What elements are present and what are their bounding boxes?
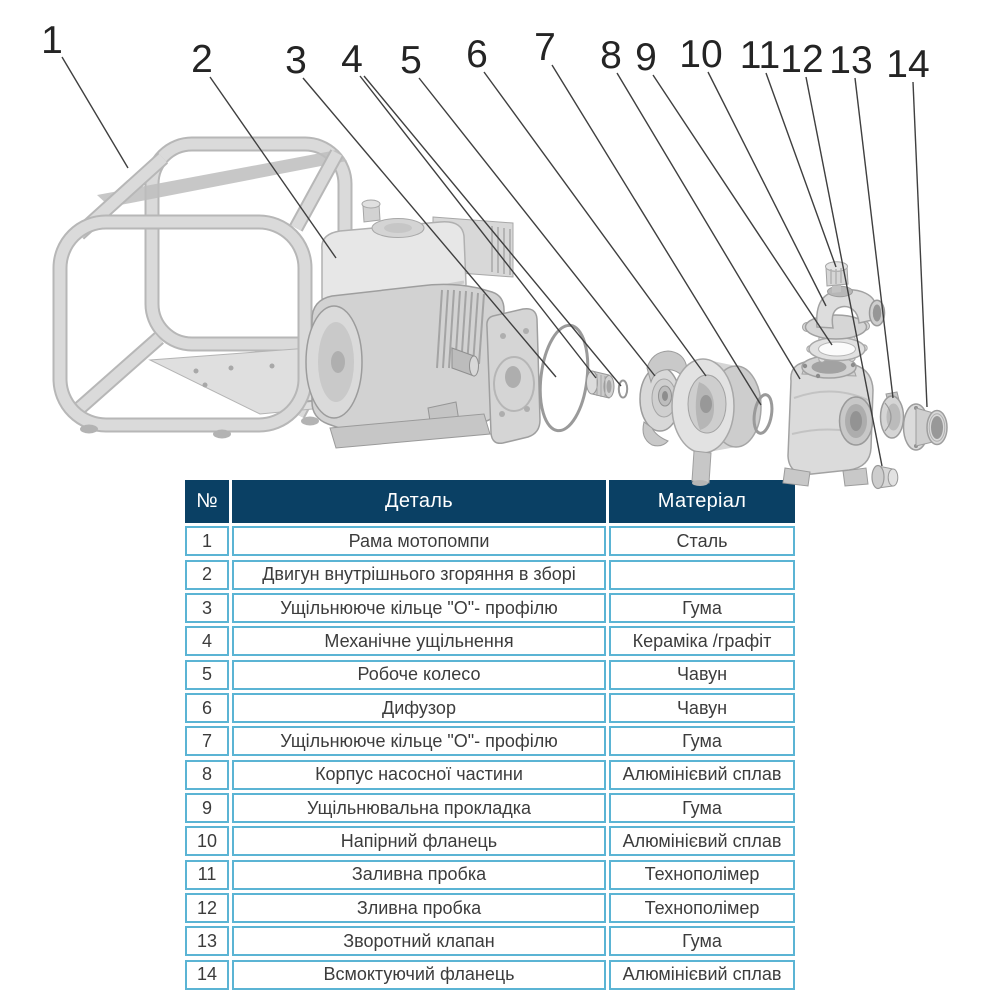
leader-line-7 (552, 65, 761, 405)
table-row (185, 893, 795, 923)
leader-line-2 (210, 77, 336, 258)
callout-labels (41, 19, 930, 466)
part-name: Дифузор (232, 693, 606, 723)
suction-flange-part (904, 404, 948, 450)
material-name: Сталь (609, 526, 795, 556)
col-header-material: Матеріал (609, 480, 795, 523)
callout-number-3: 3 (285, 39, 307, 82)
callout-number-8: 8 (600, 34, 622, 77)
engine-part (306, 200, 513, 448)
impeller-part (640, 351, 687, 446)
table-row (185, 526, 795, 556)
table-row (185, 926, 795, 956)
table-row (185, 693, 795, 723)
callout-number-10: 10 (679, 33, 723, 76)
material-name: Гума (609, 726, 795, 756)
mechanical-seal-part (587, 371, 628, 398)
row-number: 7 (185, 726, 229, 756)
leader-line-4 (360, 76, 596, 378)
part-name: Заливна пробка (232, 860, 606, 890)
table-row (185, 560, 795, 590)
frame-part (60, 144, 449, 439)
callout-number-7: 7 (534, 26, 556, 69)
material-name: Гума (609, 593, 795, 623)
leader-line-13 (855, 78, 893, 398)
part-name: Рама мотопомпи (232, 526, 606, 556)
leader-line-9 (653, 75, 832, 345)
part-name: Ущільнювальна прокладка (232, 793, 606, 823)
part-name: Зворотний клапан (232, 926, 606, 956)
callout-number-4: 4 (341, 38, 363, 81)
o-ring-3-part (535, 323, 594, 434)
row-number: 6 (185, 693, 229, 723)
table-row (185, 760, 795, 790)
part-name: Всмоктуючий фланець (232, 960, 606, 990)
part-name: Напірний фланець (232, 826, 606, 856)
callout-number-14: 14 (886, 43, 930, 86)
leader-line-8 (617, 73, 800, 379)
col-header-number: № (185, 480, 229, 523)
gasket-part (807, 336, 867, 362)
leader-line-12 (806, 77, 882, 466)
row-number: 8 (185, 760, 229, 790)
check-valve-part (881, 392, 904, 438)
table-row (185, 960, 795, 990)
parts-table (185, 480, 795, 990)
leader-line-14 (913, 82, 927, 407)
material-name: Гума (609, 793, 795, 823)
callout-number-12: 12 (780, 38, 824, 81)
part-name: Ущільнююче кільце "О"- профілю (232, 593, 606, 623)
material-name: Кераміка /графіт (609, 626, 795, 656)
row-number: 4 (185, 626, 229, 656)
callout-number-5: 5 (400, 39, 422, 82)
leader-line-11 (766, 73, 836, 267)
row-number: 14 (185, 960, 229, 990)
material-name: Технополімер (609, 893, 795, 923)
row-number: 1 (185, 526, 229, 556)
table-row (185, 793, 795, 823)
callout-number-9: 9 (635, 36, 657, 79)
part-name: Двигун внутрішнього згоряння в зборі (232, 560, 606, 590)
engine-back-plate (487, 309, 540, 444)
part-name: Робоче колесо (232, 660, 606, 690)
table-header-row (185, 480, 795, 523)
col-header-part: Деталь (232, 480, 606, 523)
row-number: 13 (185, 926, 229, 956)
part-name: Механічне ущільнення (232, 626, 606, 656)
material-name: Чавун (609, 660, 795, 690)
row-number: 5 (185, 660, 229, 690)
leader-line-4 (364, 76, 621, 386)
part-name: Зливна пробка (232, 893, 606, 923)
table-row (185, 660, 795, 690)
leader-line-1 (62, 57, 128, 168)
leader-line-5 (419, 78, 655, 376)
table-row (185, 626, 795, 656)
material-name (609, 560, 795, 590)
material-name: Алюмінієвий сплав (609, 826, 795, 856)
exploded-diagram (0, 0, 1000, 492)
table-row (185, 826, 795, 856)
table-row (185, 726, 795, 756)
material-name: Алюмінієвий сплав (609, 960, 795, 990)
fill-plug-part (826, 262, 849, 293)
table-row (185, 593, 795, 623)
material-name: Алюмінієвий сплав (609, 760, 795, 790)
row-number: 10 (185, 826, 229, 856)
row-number: 3 (185, 593, 229, 623)
callout-number-2: 2 (191, 38, 213, 81)
row-number: 12 (185, 893, 229, 923)
row-number: 2 (185, 560, 229, 590)
table-row (185, 860, 795, 890)
row-number: 11 (185, 860, 229, 890)
callout-number-1: 1 (41, 19, 63, 62)
material-name: Технополімер (609, 860, 795, 890)
material-name: Гума (609, 926, 795, 956)
frame-base-plate (150, 346, 449, 414)
leader-line-3 (303, 78, 556, 377)
drain-plug-part (872, 466, 898, 489)
discharge-flange-part (803, 286, 885, 339)
o-ring-7-part (752, 393, 775, 434)
callout-number-6: 6 (466, 33, 488, 76)
pump-housing-part (783, 356, 873, 486)
part-name: Ущільнююче кільце "О"- профілю (232, 726, 606, 756)
leader-line-10 (708, 72, 826, 306)
callout-number-11: 11 (739, 34, 781, 77)
part-name: Корпус насосної частини (232, 760, 606, 790)
diffuser-part (672, 359, 761, 486)
leader-line-6 (484, 72, 706, 376)
material-name: Чавун (609, 693, 795, 723)
callout-number-13: 13 (829, 39, 873, 82)
row-number: 9 (185, 793, 229, 823)
table-body (185, 526, 795, 989)
